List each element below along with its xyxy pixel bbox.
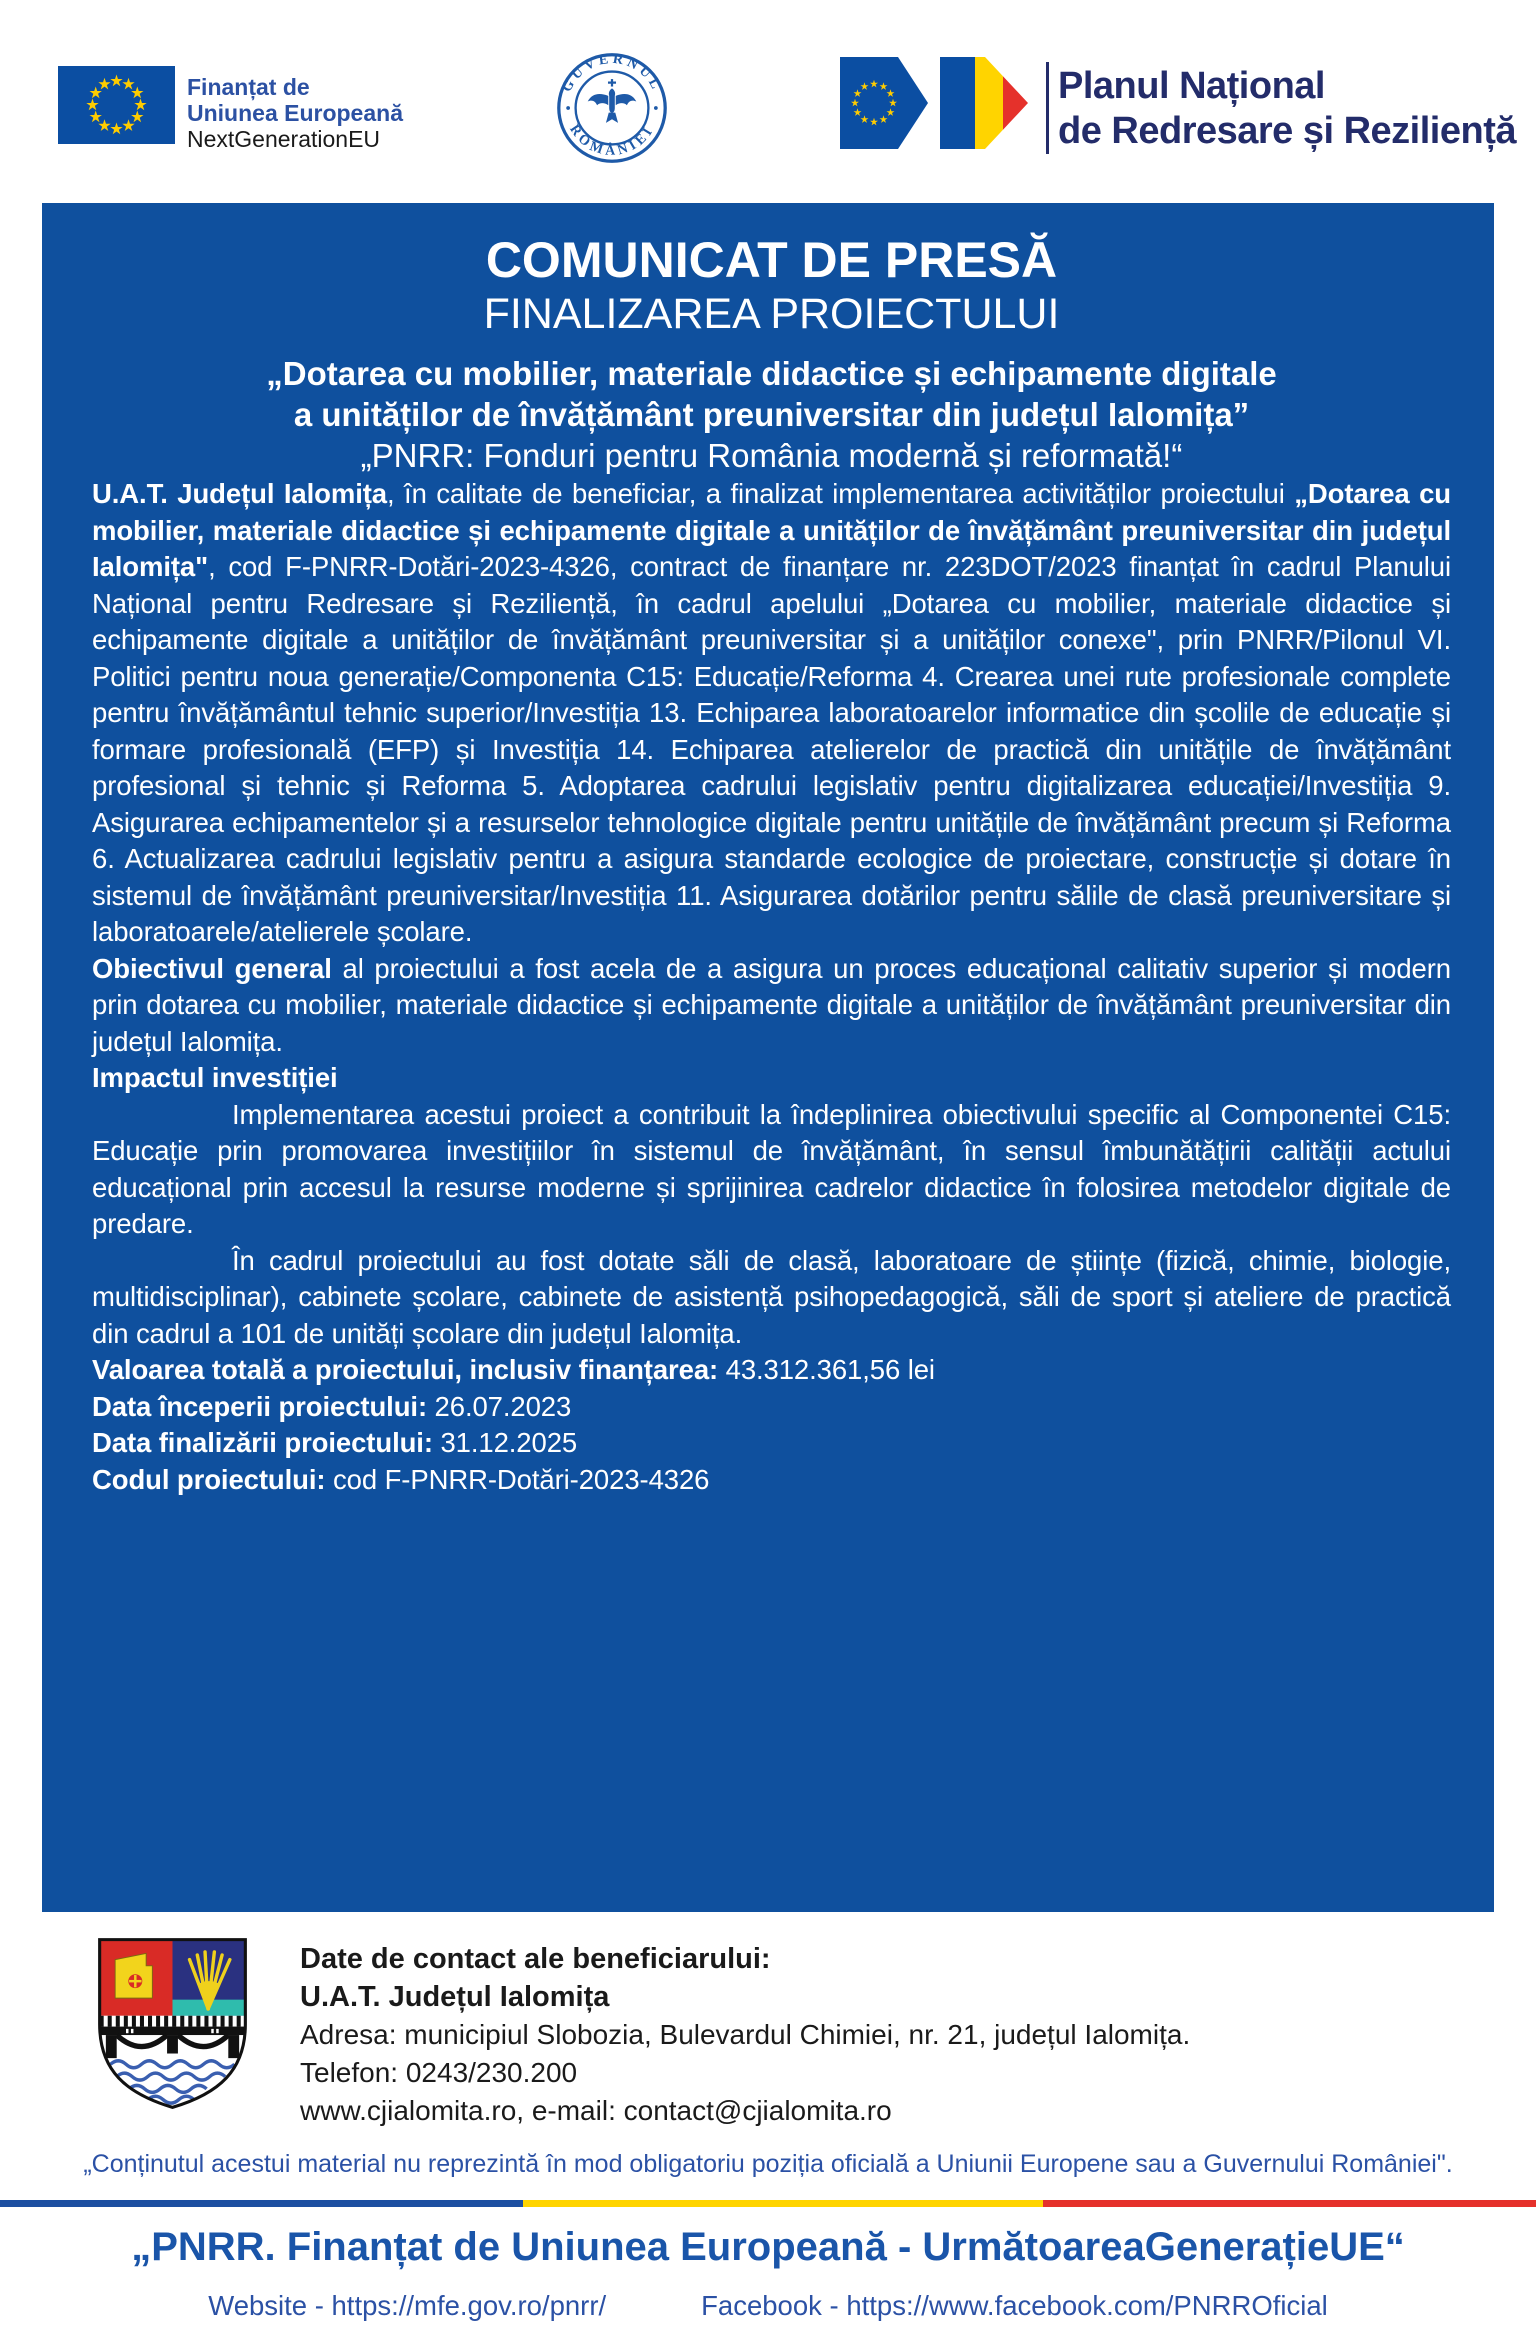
footer-slogan: „PNRR. Finanțat de Uniunea Europeană - UrmătoareaGenerațieUE“ bbox=[131, 2225, 1405, 2269]
contact-web-email: www.cjialomita.ro, e-mail: contact@cjialomita.ro bbox=[300, 2095, 892, 2126]
header bbox=[0, 0, 1536, 203]
fact-end-date: Data finalizării proiectului: 31.12.2025 bbox=[92, 1427, 578, 1458]
pnrr-logo-line1: Planul Național bbox=[1058, 65, 1325, 107]
eu-logo-text bbox=[187, 74, 403, 152]
fact-total-value: Valoarea totală a proiectului, inclusiv finanțarea: 43.312.361,56 lei bbox=[92, 1354, 935, 1385]
tricolor-blue-segment bbox=[0, 2200, 523, 2207]
impact-heading: Impactul investiției bbox=[92, 1062, 338, 1093]
pnrr-arrows-icon bbox=[838, 55, 1038, 155]
project-title-line1: „Dotarea cu mobilier, materiale didactice și echipamente digitale bbox=[266, 355, 1277, 392]
objective-paragraph: Obiectivul general al proiectului a fost acela de a asigura un proces educațional calitativ superior și modern prin dotarea cu mobilier, materiale didactice și echipamente digitale a unităților de învățământ preuniversitar din județul Ialomița. bbox=[92, 952, 1451, 1057]
government-seal-icon bbox=[556, 52, 668, 164]
page-subtitle: FINALIZAREA PROIECTULUI bbox=[483, 290, 1060, 338]
footer-links bbox=[0, 2290, 1536, 2322]
contact-block bbox=[300, 1940, 1190, 2130]
romanian-tricolor-rule bbox=[0, 2200, 1536, 2207]
fact-project-code: Codul proiectului: cod F-PNRR-Dotări-2023-4326 bbox=[92, 1463, 710, 1495]
seal-top-text: GUVERNUL bbox=[559, 52, 665, 95]
pnrr-logo-line2: de Redresare și Reziliență bbox=[1058, 110, 1516, 152]
contact-phone: Telefon: 0243/230.200 bbox=[300, 2057, 578, 2088]
pnrr-motto: „PNRR: Fonduri pentru România modernă și reformată!“ bbox=[360, 437, 1183, 474]
press-release-body bbox=[42, 203, 1494, 1912]
ialomita-coat-of-arms-icon bbox=[95, 1935, 250, 2112]
fact-start-date: Data începerii proiectului: 26.07.2023 bbox=[92, 1390, 572, 1422]
pnrr-logo-divider bbox=[1046, 62, 1049, 154]
eu-logo-line3: NextGenerationEU bbox=[187, 126, 381, 152]
eu-logo-line2: Uniunea Europeană bbox=[187, 100, 403, 126]
eu-logo-line1: Finanțat de bbox=[187, 74, 310, 100]
contact-beneficiary: U.A.T. Județul Ialomița bbox=[300, 1981, 610, 2013]
impact-paragraph-2: În cadrul proiectului au fost dotate săli de clasă, laboratoare de științe (fizică, chimie, biologie, multidisciplinar), cabinete școlare, cabinete de asistență psihopedagogică, săli de sport și ateliere de practică din cadrul a 101 de unități școlare din județul Ialomița. bbox=[92, 1244, 1451, 1349]
website-link: Website - https://mfe.gov.ro/pnrr/ bbox=[208, 2290, 607, 2321]
tricolor-red-segment bbox=[1043, 2200, 1536, 2207]
disclaimer-text: „Conținutul acestui material nu reprezintă în mod obligatoriu poziția oficială a Uniunii Europene sau a Guvernului României". bbox=[83, 2150, 1453, 2178]
impact-paragraph-1: Implementarea acestui proiect a contribuit la îndeplinirea obiectivului specific al Componentei C15: Educație prin promovarea investițiilor în sistemul de învățământ, în sensul îmbunătățirii calității actului educațional prin accesul la resurse moderne și sprijinirea cadrelor didactice în folosirea metodelor digitale de predare. bbox=[92, 1098, 1451, 1239]
project-title bbox=[92, 353, 1451, 435]
seal-bottom-text: ROMÂNIEI bbox=[566, 122, 658, 159]
eu-flag-icon bbox=[58, 66, 175, 144]
tricolor-yellow-segment bbox=[523, 2200, 1043, 2207]
project-title-line2: a unităților de învățământ preuniversitar din județul Ialomița” bbox=[293, 396, 1250, 433]
intro-paragraph: U.A.T. Județul Ialomița, în calitate de beneficiar, a finalizat implementarea activităților proiectului „Dotarea cu mobilier, materiale didactice și echipamente digitale a unităților de învățământ preuniversitar din județul Ialomița", cod F-PNRR-Dotări-2023-4326, contract de finanțare nr. 223DOT/2023 finanțat în cadrul Planului Național pentru Redresare și Reziliență, în cadrul apelului „Dotarea cu mobilier, materiale didactice și echipamente digitale a unităților de învățământ preuniversitar și a unităților conexe", prin PNRR/Pilonul VI. Politici pentru noua generație/Componenta C15: Educație/Reforma 4. Crearea unei rute profesionale complete pentru învățământul tehnic superior/Investiția 13. Echiparea laboratoarelor informatice din școlile de educație și formare profesională (EFP) și Investiția 14. Echiparea atelierelor de practică din unitățile de învățământ profesional și tehnic și Reforma 5. Adoptarea cadrului legislativ pentru digitalizarea educației/Investiția 9. Asigurarea echipamentelor și a resurselor tehnologice digitale pentru unitățile de învățământ precum și Reforma 6. Actualizarea cadrului legislativ pentru a asigura standarde ecologice de proiectare, construcție și dotare în sistemul de învățământ preuniversitar/Investiția 11. Asigurarea dotărilor pentru sălile de clasă preuniversitare și laboratoarele/atelierele școlare. bbox=[92, 478, 1451, 947]
contact-address: Adresa: municipiul Slobozia, Bulevardul Chimiei, nr. 21, județul Ialomița. bbox=[300, 2019, 1191, 2050]
contact-heading: Date de contact ale beneficiarului: bbox=[300, 1943, 771, 1975]
page-title: COMUNICAT DE PRESĂ bbox=[485, 232, 1058, 288]
facebook-link: Facebook - https://www.facebook.com/PNRROficial bbox=[701, 2290, 1328, 2321]
pnrr-logo-text bbox=[1058, 64, 1516, 154]
